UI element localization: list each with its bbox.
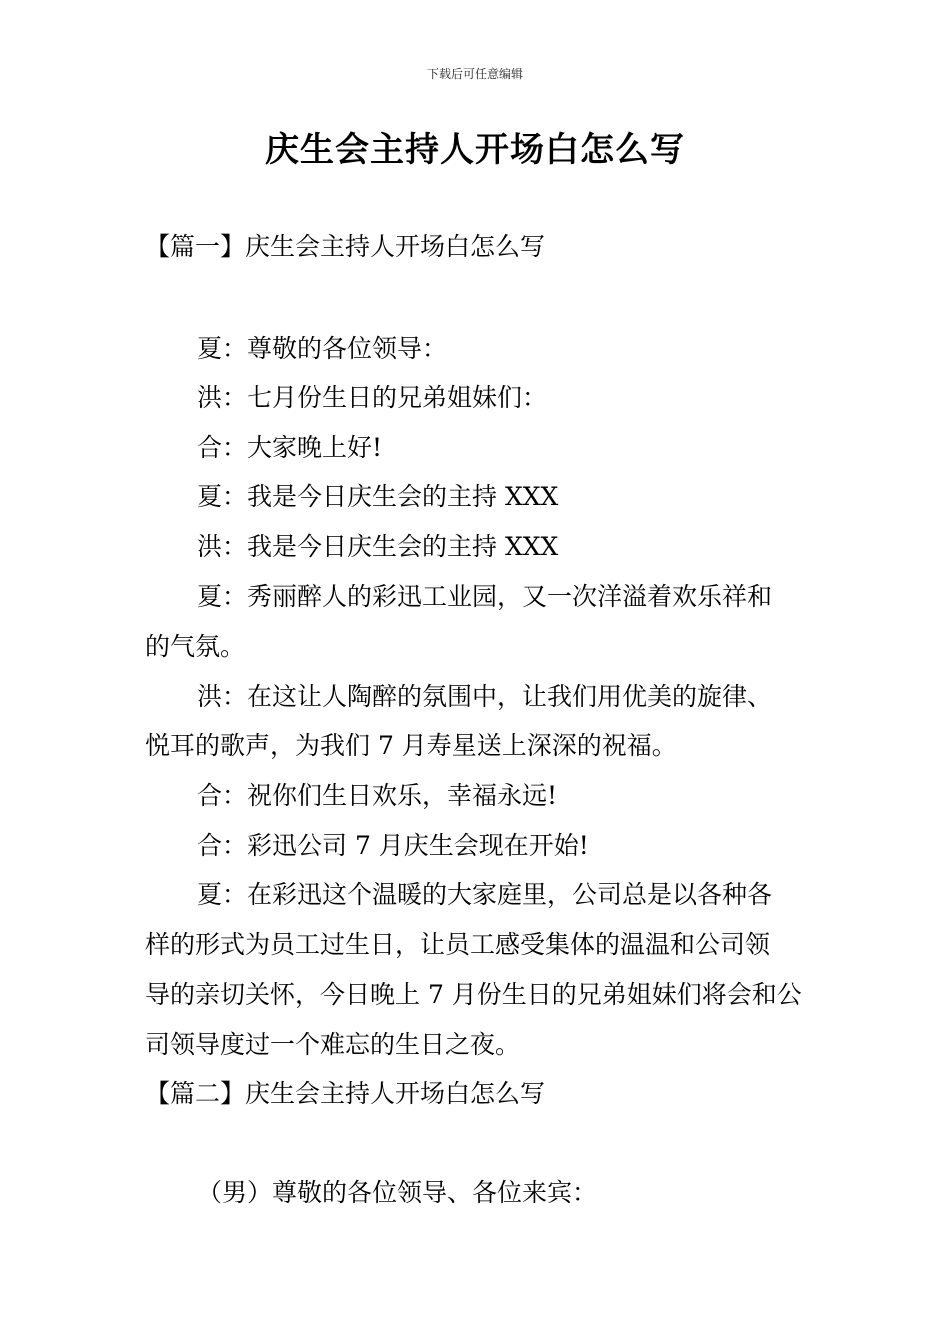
section-heading-2: 【篇二】庆生会主持人开场白怎么写 (145, 1079, 546, 1108)
dialogue-line: 洪：七月份生日的兄弟姐妹们： (197, 383, 548, 412)
dialogue-line-continuation: 的气氛。 (145, 632, 246, 661)
dialogue-line: 夏：在彩迅这个温暖的大家庭里，公司总是以各种各 (197, 880, 773, 909)
document-title: 庆生会主持人开场白怎么写 (265, 130, 685, 170)
dialogue-line: 合：大家晚上好! (197, 433, 383, 462)
dialogue-line-continuation: 样的形式为员工过生日，让员工感受集体的温温和公司领 (145, 930, 771, 959)
dialogue-line: 夏：秀丽醉人的彩迅工业园，又一次洋溢着欢乐祥和 (197, 582, 773, 611)
dialogue-line-continuation: 导的亲切关怀，今日晚上 7 月份生日的兄弟姐妹们将会和公 (145, 980, 802, 1009)
dialogue-line-continuation: 悦耳的歌声，为我们 7 月寿星送上深深的祝福。 (145, 731, 677, 760)
dialogue-line: （男）尊敬的各位领导、各位来宾： (197, 1178, 598, 1207)
dialogue-line: 洪：我是今日庆生会的主持 XXX (197, 532, 559, 561)
dialogue-line: 夏：我是今日庆生会的主持 XXX (197, 482, 559, 511)
dialogue-line-continuation: 司领导度过一个难忘的生日之夜。 (145, 1030, 521, 1059)
header-note: 下载后可任意编辑 (426, 67, 523, 81)
dialogue-line: 洪：在这让人陶醉的氛围中，让我们用优美的旋律、 (197, 682, 773, 711)
section-heading-1: 【篇一】庆生会主持人开场白怎么写 (145, 232, 546, 261)
dialogue-line: 合：彩迅公司 7 月庆生会现在开始! (197, 831, 589, 860)
dialogue-line: 夏：尊敬的各位领导： (197, 334, 448, 363)
dialogue-line: 合：祝你们生日欢乐，幸福永远! (197, 781, 558, 810)
